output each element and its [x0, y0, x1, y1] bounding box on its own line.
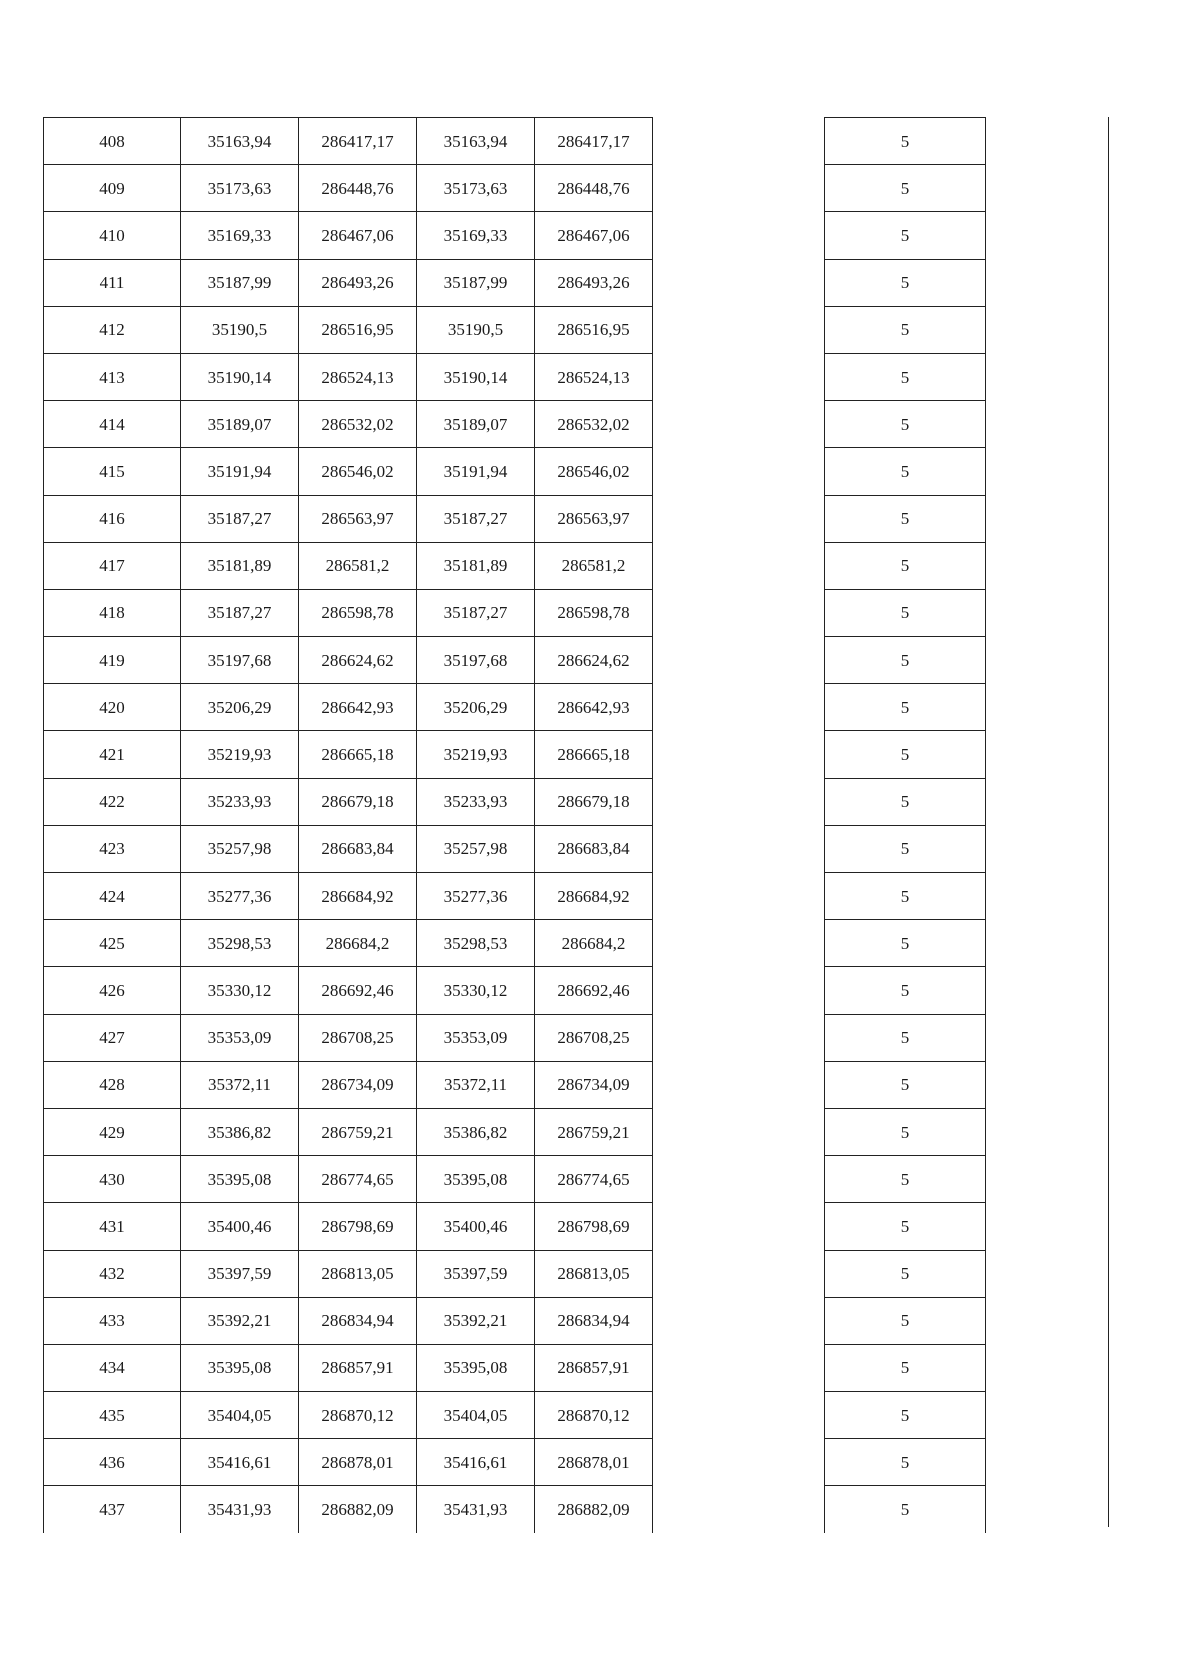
- x-coordinate-repeat-cell: 35189,07: [417, 401, 535, 448]
- x-coordinate-cell: 35191,94: [181, 448, 299, 495]
- table-row: [825, 448, 986, 495]
- point-number-cell: 409: [44, 165, 181, 212]
- point-number-cell: 411: [44, 259, 181, 306]
- x-coordinate-cell: 35257,98: [181, 825, 299, 872]
- y-coordinate-cell: 286708,25: [299, 1014, 417, 1061]
- table-row: [44, 825, 653, 872]
- table-row: [825, 1250, 986, 1297]
- y-coordinate-repeat-cell: 286532,02: [535, 401, 653, 448]
- x-coordinate-cell: 35277,36: [181, 873, 299, 920]
- table-row: [825, 873, 986, 920]
- x-coordinate-cell: 35187,27: [181, 495, 299, 542]
- table-row: [825, 1297, 986, 1344]
- y-coordinate-repeat-cell: 286624,62: [535, 637, 653, 684]
- y-coordinate-cell: 286546,02: [299, 448, 417, 495]
- point-number-cell: 431: [44, 1203, 181, 1250]
- y-coordinate-repeat-cell: 286813,05: [535, 1250, 653, 1297]
- y-coordinate-cell: 286598,78: [299, 589, 417, 636]
- table-row: [44, 1439, 653, 1486]
- y-coordinate-repeat-cell: 286679,18: [535, 778, 653, 825]
- y-coordinate-repeat-cell: 286759,21: [535, 1108, 653, 1155]
- point-number-cell: 417: [44, 542, 181, 589]
- table-row: [825, 684, 986, 731]
- table-row: [825, 118, 986, 165]
- value-cell: 5: [825, 1297, 986, 1344]
- point-number-cell: 412: [44, 306, 181, 353]
- y-coordinate-repeat-cell: 286493,26: [535, 259, 653, 306]
- x-coordinate-cell: 35298,53: [181, 920, 299, 967]
- x-coordinate-repeat-cell: 35400,46: [417, 1203, 535, 1250]
- y-coordinate-repeat-cell: 286417,17: [535, 118, 653, 165]
- point-number-cell: 423: [44, 825, 181, 872]
- x-coordinate-cell: 35395,08: [181, 1344, 299, 1391]
- y-coordinate-repeat-cell: 286683,84: [535, 825, 653, 872]
- table-row: [825, 1014, 986, 1061]
- value-cell: 5: [825, 1250, 986, 1297]
- table-row: [825, 589, 986, 636]
- table-row: [825, 495, 986, 542]
- x-coordinate-repeat-cell: 35397,59: [417, 1250, 535, 1297]
- table-row: [825, 920, 986, 967]
- table-row: [44, 920, 653, 967]
- x-coordinate-repeat-cell: 35404,05: [417, 1392, 535, 1439]
- point-number-cell: 434: [44, 1344, 181, 1391]
- table-row: [44, 542, 653, 589]
- point-number-cell: 419: [44, 637, 181, 684]
- x-coordinate-repeat-cell: 35330,12: [417, 967, 535, 1014]
- table-row: [44, 306, 653, 353]
- table-row: [44, 684, 653, 731]
- y-coordinate-repeat-cell: 286734,09: [535, 1061, 653, 1108]
- value-cell: 5: [825, 778, 986, 825]
- y-coordinate-repeat-cell: 286708,25: [535, 1014, 653, 1061]
- x-coordinate-cell: 35197,68: [181, 637, 299, 684]
- table-row: [44, 1203, 653, 1250]
- table-row: [825, 1392, 986, 1439]
- table-row: [825, 165, 986, 212]
- y-coordinate-repeat-cell: 286692,46: [535, 967, 653, 1014]
- x-coordinate-cell: 35404,05: [181, 1392, 299, 1439]
- table-row: [825, 401, 986, 448]
- value-cell: 5: [825, 920, 986, 967]
- x-coordinate-cell: 35206,29: [181, 684, 299, 731]
- y-coordinate-cell: 286734,09: [299, 1061, 417, 1108]
- value-cell: 5: [825, 353, 986, 400]
- value-cell: 5: [825, 684, 986, 731]
- table-row: [44, 778, 653, 825]
- x-coordinate-repeat-cell: 35219,93: [417, 731, 535, 778]
- table-row: [825, 637, 986, 684]
- table-row: [44, 495, 653, 542]
- value-cell: 5: [825, 1108, 986, 1155]
- y-coordinate-repeat-cell: 286467,06: [535, 212, 653, 259]
- x-coordinate-repeat-cell: 35257,98: [417, 825, 535, 872]
- x-coordinate-cell: 35233,93: [181, 778, 299, 825]
- table-row: [825, 542, 986, 589]
- table-row: [44, 1250, 653, 1297]
- y-coordinate-cell: 286679,18: [299, 778, 417, 825]
- x-coordinate-repeat-cell: 35187,27: [417, 495, 535, 542]
- value-cell: 5: [825, 212, 986, 259]
- table-row: [825, 825, 986, 872]
- table-row: [825, 1439, 986, 1486]
- y-coordinate-cell: 286665,18: [299, 731, 417, 778]
- x-coordinate-cell: 35386,82: [181, 1108, 299, 1155]
- x-coordinate-repeat-cell: 35277,36: [417, 873, 535, 920]
- value-cell: 5: [825, 118, 986, 165]
- x-coordinate-cell: 35400,46: [181, 1203, 299, 1250]
- y-coordinate-repeat-cell: 286448,76: [535, 165, 653, 212]
- value-cell: 5: [825, 1203, 986, 1250]
- y-coordinate-repeat-cell: 286581,2: [535, 542, 653, 589]
- table-row: [44, 873, 653, 920]
- table-row: [44, 1108, 653, 1155]
- y-coordinate-cell: 286683,84: [299, 825, 417, 872]
- table-row: [44, 118, 653, 165]
- x-coordinate-cell: 35395,08: [181, 1156, 299, 1203]
- table-row: [44, 1297, 653, 1344]
- point-number-cell: 414: [44, 401, 181, 448]
- table-row: [44, 1392, 653, 1439]
- y-coordinate-cell: 286581,2: [299, 542, 417, 589]
- value-cell: 5: [825, 165, 986, 212]
- table-row: [44, 1061, 653, 1108]
- y-coordinate-cell: 286563,97: [299, 495, 417, 542]
- x-coordinate-cell: 35190,14: [181, 353, 299, 400]
- x-coordinate-cell: 35330,12: [181, 967, 299, 1014]
- coordinates-table: [43, 117, 653, 1533]
- y-coordinate-cell: 286516,95: [299, 306, 417, 353]
- y-coordinate-cell: 286870,12: [299, 1392, 417, 1439]
- x-coordinate-repeat-cell: 35233,93: [417, 778, 535, 825]
- right-border-line: [1108, 117, 1109, 1527]
- y-coordinate-cell: 286878,01: [299, 1439, 417, 1486]
- x-coordinate-cell: 35187,27: [181, 589, 299, 636]
- y-coordinate-repeat-cell: 286524,13: [535, 353, 653, 400]
- table-row: [44, 637, 653, 684]
- x-coordinate-cell: 35181,89: [181, 542, 299, 589]
- value-cell: 5: [825, 1439, 986, 1486]
- x-coordinate-cell: 35353,09: [181, 1014, 299, 1061]
- point-number-cell: 429: [44, 1108, 181, 1155]
- y-coordinate-cell: 286798,69: [299, 1203, 417, 1250]
- table-row: [825, 967, 986, 1014]
- value-cell: 5: [825, 259, 986, 306]
- value-cell: 5: [825, 825, 986, 872]
- table-row: [44, 448, 653, 495]
- point-number-cell: 418: [44, 589, 181, 636]
- y-coordinate-repeat-cell: 286563,97: [535, 495, 653, 542]
- x-coordinate-repeat-cell: 35187,99: [417, 259, 535, 306]
- y-coordinate-cell: 286417,17: [299, 118, 417, 165]
- table-row: [825, 1344, 986, 1391]
- y-coordinate-repeat-cell: 286834,94: [535, 1297, 653, 1344]
- coordinates-table-body: [44, 118, 653, 1533]
- point-number-cell: 424: [44, 873, 181, 920]
- table-row: [825, 1486, 986, 1533]
- table-row: [825, 306, 986, 353]
- x-coordinate-cell: 35187,99: [181, 259, 299, 306]
- x-coordinate-repeat-cell: 35181,89: [417, 542, 535, 589]
- table-row: [825, 778, 986, 825]
- table-row: [825, 1108, 986, 1155]
- point-number-cell: 416: [44, 495, 181, 542]
- x-coordinate-cell: 35173,63: [181, 165, 299, 212]
- y-coordinate-repeat-cell: 286598,78: [535, 589, 653, 636]
- y-coordinate-repeat-cell: 286684,92: [535, 873, 653, 920]
- point-number-cell: 408: [44, 118, 181, 165]
- value-cell: 5: [825, 1014, 986, 1061]
- value-cell: 5: [825, 306, 986, 353]
- values-table-body: [825, 118, 986, 1533]
- x-coordinate-repeat-cell: 35163,94: [417, 118, 535, 165]
- table-row: [44, 165, 653, 212]
- table-row: [825, 731, 986, 778]
- y-coordinate-repeat-cell: 286774,65: [535, 1156, 653, 1203]
- x-coordinate-cell: 35189,07: [181, 401, 299, 448]
- table-row: [44, 1344, 653, 1391]
- value-cell: 5: [825, 1344, 986, 1391]
- value-cell: 5: [825, 637, 986, 684]
- point-number-cell: 420: [44, 684, 181, 731]
- y-coordinate-repeat-cell: 286857,91: [535, 1344, 653, 1391]
- y-coordinate-repeat-cell: 286882,09: [535, 1486, 653, 1533]
- value-cell: 5: [825, 873, 986, 920]
- table-row: [44, 589, 653, 636]
- table-row: [44, 731, 653, 778]
- y-coordinate-cell: 286882,09: [299, 1486, 417, 1533]
- y-coordinate-cell: 286524,13: [299, 353, 417, 400]
- point-number-cell: 410: [44, 212, 181, 259]
- point-number-cell: 427: [44, 1014, 181, 1061]
- y-coordinate-cell: 286624,62: [299, 637, 417, 684]
- x-coordinate-cell: 35431,93: [181, 1486, 299, 1533]
- y-coordinate-repeat-cell: 286642,93: [535, 684, 653, 731]
- y-coordinate-cell: 286692,46: [299, 967, 417, 1014]
- x-coordinate-repeat-cell: 35190,14: [417, 353, 535, 400]
- x-coordinate-repeat-cell: 35190,5: [417, 306, 535, 353]
- value-cell: 5: [825, 589, 986, 636]
- x-coordinate-repeat-cell: 35392,21: [417, 1297, 535, 1344]
- x-coordinate-cell: 35372,11: [181, 1061, 299, 1108]
- y-coordinate-repeat-cell: 286878,01: [535, 1439, 653, 1486]
- point-number-cell: 421: [44, 731, 181, 778]
- value-cell: 5: [825, 1061, 986, 1108]
- table-row: [44, 1156, 653, 1203]
- point-number-cell: 415: [44, 448, 181, 495]
- x-coordinate-repeat-cell: 35187,27: [417, 589, 535, 636]
- table-row: [825, 1061, 986, 1108]
- y-coordinate-cell: 286759,21: [299, 1108, 417, 1155]
- y-coordinate-repeat-cell: 286665,18: [535, 731, 653, 778]
- value-cell: 5: [825, 448, 986, 495]
- table-row: [825, 1156, 986, 1203]
- y-coordinate-cell: 286684,2: [299, 920, 417, 967]
- x-coordinate-cell: 35219,93: [181, 731, 299, 778]
- y-coordinate-cell: 286642,93: [299, 684, 417, 731]
- x-coordinate-repeat-cell: 35395,08: [417, 1344, 535, 1391]
- y-coordinate-cell: 286448,76: [299, 165, 417, 212]
- value-cell: 5: [825, 401, 986, 448]
- y-coordinate-cell: 286813,05: [299, 1250, 417, 1297]
- table-row: [825, 259, 986, 306]
- x-coordinate-repeat-cell: 35206,29: [417, 684, 535, 731]
- x-coordinate-cell: 35169,33: [181, 212, 299, 259]
- y-coordinate-repeat-cell: 286870,12: [535, 1392, 653, 1439]
- value-cell: 5: [825, 967, 986, 1014]
- table-row: [44, 401, 653, 448]
- x-coordinate-cell: 35163,94: [181, 118, 299, 165]
- y-coordinate-cell: 286774,65: [299, 1156, 417, 1203]
- table-row: [825, 1203, 986, 1250]
- y-coordinate-cell: 286834,94: [299, 1297, 417, 1344]
- x-coordinate-repeat-cell: 35353,09: [417, 1014, 535, 1061]
- point-number-cell: 432: [44, 1250, 181, 1297]
- value-cell: 5: [825, 1486, 986, 1533]
- x-coordinate-repeat-cell: 35169,33: [417, 212, 535, 259]
- x-coordinate-cell: 35190,5: [181, 306, 299, 353]
- values-table: [824, 117, 986, 1533]
- y-coordinate-repeat-cell: 286546,02: [535, 448, 653, 495]
- table-row: [44, 1014, 653, 1061]
- value-cell: 5: [825, 495, 986, 542]
- table-row: [825, 212, 986, 259]
- point-number-cell: 425: [44, 920, 181, 967]
- y-coordinate-cell: 286532,02: [299, 401, 417, 448]
- y-coordinate-repeat-cell: 286516,95: [535, 306, 653, 353]
- x-coordinate-repeat-cell: 35416,61: [417, 1439, 535, 1486]
- point-number-cell: 426: [44, 967, 181, 1014]
- point-number-cell: 435: [44, 1392, 181, 1439]
- x-coordinate-repeat-cell: 35386,82: [417, 1108, 535, 1155]
- value-cell: 5: [825, 542, 986, 589]
- value-cell: 5: [825, 1392, 986, 1439]
- x-coordinate-cell: 35416,61: [181, 1439, 299, 1486]
- x-coordinate-cell: 35392,21: [181, 1297, 299, 1344]
- x-coordinate-repeat-cell: 35298,53: [417, 920, 535, 967]
- y-coordinate-cell: 286857,91: [299, 1344, 417, 1391]
- table-row: [825, 353, 986, 400]
- x-coordinate-cell: 35397,59: [181, 1250, 299, 1297]
- y-coordinate-cell: 286493,26: [299, 259, 417, 306]
- point-number-cell: 436: [44, 1439, 181, 1486]
- x-coordinate-repeat-cell: 35173,63: [417, 165, 535, 212]
- point-number-cell: 430: [44, 1156, 181, 1203]
- x-coordinate-repeat-cell: 35431,93: [417, 1486, 535, 1533]
- value-cell: 5: [825, 731, 986, 778]
- y-coordinate-cell: 286467,06: [299, 212, 417, 259]
- table-row: [44, 212, 653, 259]
- point-number-cell: 437: [44, 1486, 181, 1533]
- table-row: [44, 353, 653, 400]
- table-row: [44, 259, 653, 306]
- x-coordinate-repeat-cell: 35197,68: [417, 637, 535, 684]
- x-coordinate-repeat-cell: 35395,08: [417, 1156, 535, 1203]
- table-row: [44, 967, 653, 1014]
- point-number-cell: 413: [44, 353, 181, 400]
- x-coordinate-repeat-cell: 35191,94: [417, 448, 535, 495]
- x-coordinate-repeat-cell: 35372,11: [417, 1061, 535, 1108]
- point-number-cell: 433: [44, 1297, 181, 1344]
- point-number-cell: 422: [44, 778, 181, 825]
- y-coordinate-repeat-cell: 286798,69: [535, 1203, 653, 1250]
- value-cell: 5: [825, 1156, 986, 1203]
- y-coordinate-repeat-cell: 286684,2: [535, 920, 653, 967]
- table-row: [44, 1486, 653, 1533]
- point-number-cell: 428: [44, 1061, 181, 1108]
- y-coordinate-cell: 286684,92: [299, 873, 417, 920]
